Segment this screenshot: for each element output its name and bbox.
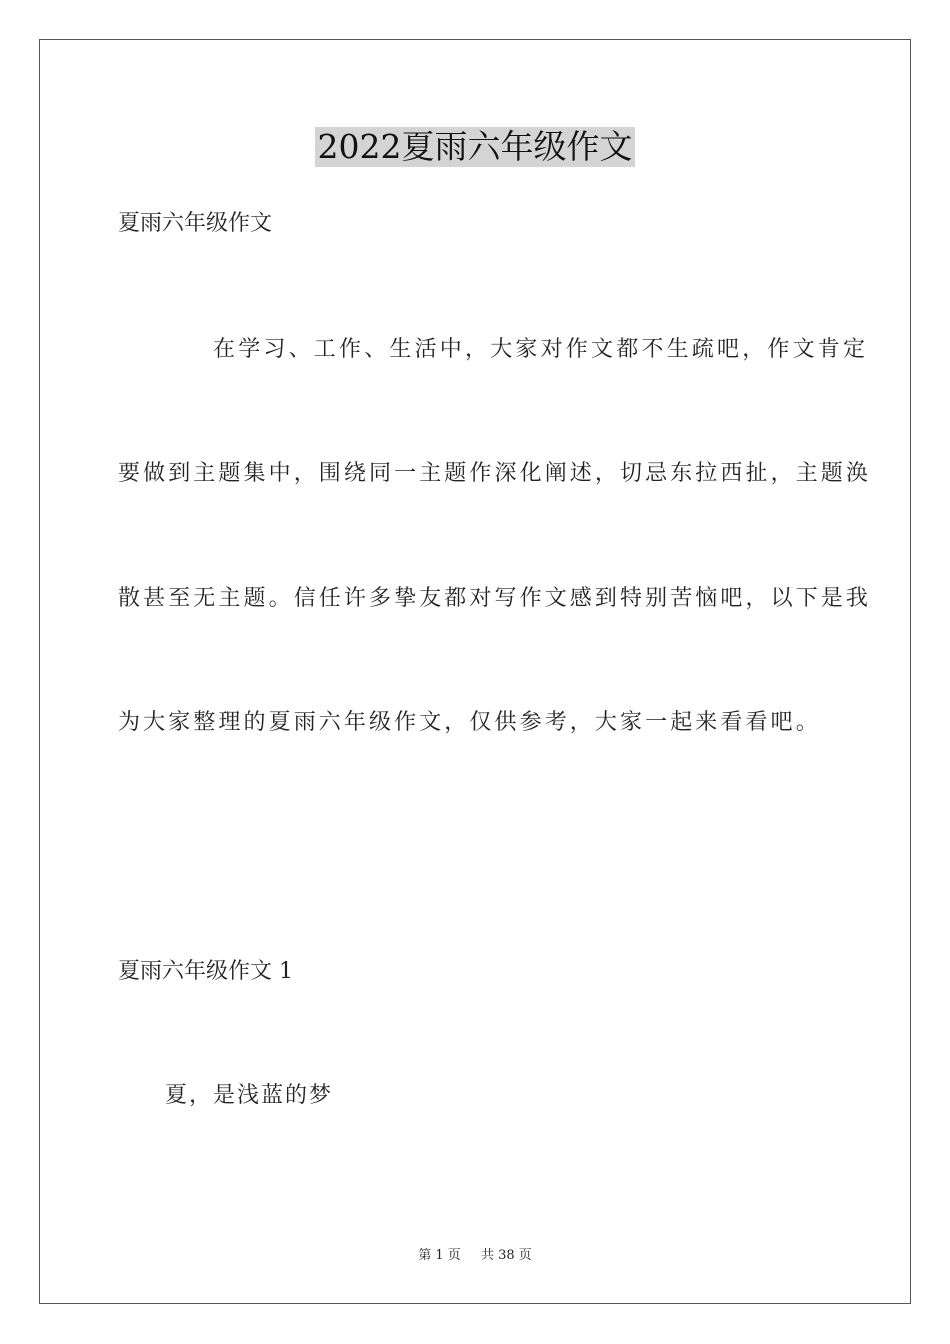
document-title: 2022夏雨六年级作文 [315, 127, 636, 167]
page-footer [0, 1247, 950, 1265]
paragraph-line-1: 在学习、工作、生活中，大家对作文都不生疏吧，作文肯定 [213, 337, 869, 362]
page-number-current: 第 1 页 [418, 1248, 461, 1263]
paragraph-line-3: 散甚至无主题。信任许多挚友都对写作文感到特别苦恼吧，以下是我 [118, 586, 872, 611]
paragraph-line-4: 为大家整理的夏雨六年级作文，仅供参考，大家一起来看看吧。 [118, 710, 821, 735]
section-first-line: 夏，是浅蓝的梦 [165, 1083, 334, 1108]
section-heading: 夏雨六年级作文 1 [118, 959, 293, 984]
page-number-total: 共 38 页 [480, 1248, 532, 1263]
paragraph-line-2: 要做到主题集中，围绕同一主题作深化阐述，切忌东拉西扯，主题涣 [118, 461, 872, 486]
document-subtitle: 夏雨六年级作文 [118, 211, 273, 236]
title-container [0, 127, 950, 167]
